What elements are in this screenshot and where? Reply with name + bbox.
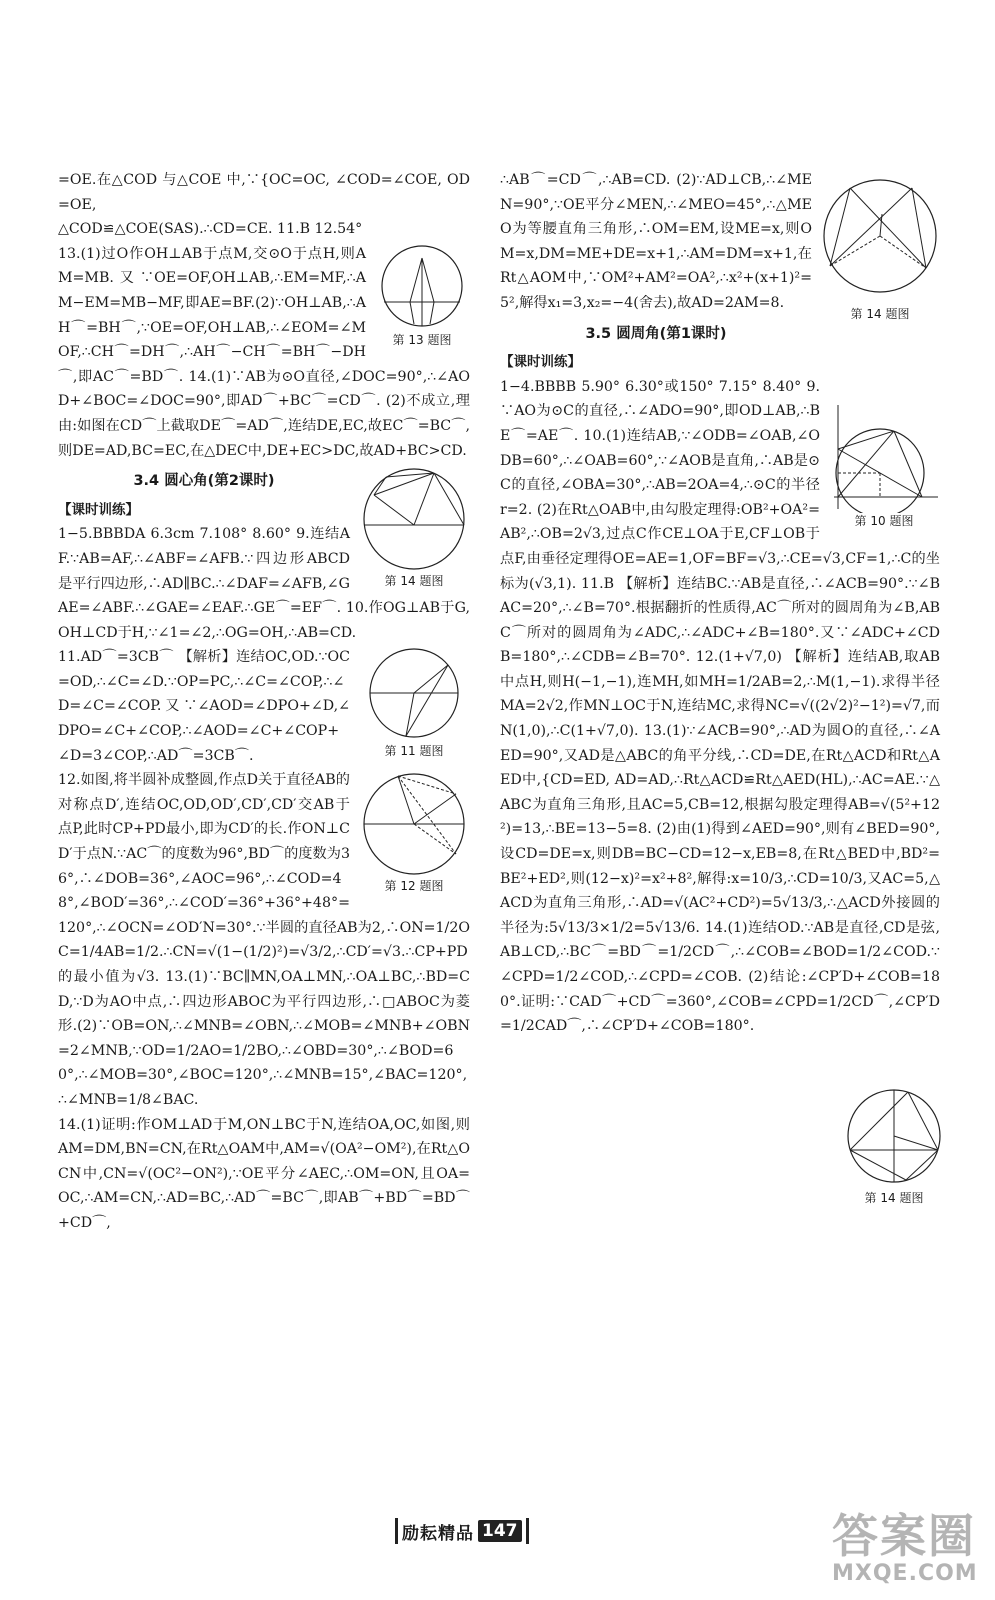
- figure-caption: 第 13 题图: [392, 332, 452, 347]
- answer-text: 11.AD⌒=3CB⌒ 【解析】连结OC,OD.∵OC=OD,∴∠C=∠D.∵OP=PC,∴∠C=∠COP,∴∠D=∠C=∠COP.又∵∠AOD=∠DPO+∠D,∠DPO=∠C+∠COP,∴∠AOD=∠C+∠COP+∠D=3∠COP,∴AD⌒=3CB⌒.: [58, 649, 350, 764]
- section-tag: 【课时训练】: [500, 354, 581, 371]
- section-heading: 3.4 圆心角(第2课时): [133, 473, 275, 490]
- figure-10: [828, 401, 940, 529]
- answer-text: ∴AB⌒=CD⌒,∴AB=CD. (2)∵AD⊥CB,∴∠MEN=90°,∵OE平分∠MEN,∴∠MEO=45°,∴△MEO为等腰直角三角形,∴OM=EM,设ME=x,则OM=x,DM=ME+DE=x+1,∴AM=DM=x+1,在Rt△AOM中,∵OM²+AM²=OA²,∴x²+(x+1)²=5²,解得x₁=3,x₂=−4(舍去),故AD=2AM=8.: [500, 172, 812, 311]
- answer-text: △COD≌△COE(SAS).∴CD=CE. 11.B 12.54°: [58, 221, 363, 238]
- figure-13: [374, 244, 470, 348]
- figure-11: [358, 647, 470, 759]
- figure-caption: 第 14 题图: [864, 1191, 924, 1205]
- figure-14-left: [358, 465, 470, 589]
- figure-caption: 第 14 题图: [384, 574, 444, 589]
- watermark-url: MXQE.COM: [832, 1561, 978, 1586]
- footer-brand: 励耘精品: [402, 1523, 474, 1544]
- left-column: [58, 168, 470, 1236]
- answer-text: 12.如图,将半圆补成整圆,作点D关于直径AB的对称点D′,连结OC,OD,OD′,CD′,CD′交AB于点P,此时CP+PD最小,即为CD′的长.作ON⊥CD′于点N.∵AC⌒的度数为96°,BD⌒的度数为36°,∴∠DOB=36°,∠AOC=96°,∴∠COD=48°,∠BOD′=36°,∴∠COD′=36°+36°+48°=120°,∴∠OCN=∠OD′N=30°.∵半圆的直径AB为2,∴ON=1/2OC=1/4AB=1/2.∴CN=√(1−(1/2)²)=√3/2,∴CD′=√3.∴CP+PD的最小值为√3. 13.(1)∵BC∥MN,OA⊥MN,∴OA⊥BC,∴BD=CD,∵D为AO中点,∴四边形ABOC为平行四边形,∴□ABOC为菱形.(2)∵OB=ON,∴∠MNB=∠OBN,∴∠MOB=∠MNB+∠OBN=2∠MNB,∵OD=1/2AO=1/2BO,∴∠OBD=30°,∴∠BOD=60°,∴∠MOB=30°,∠BOC=120°,∴∠MNB=15°,∠BAC=120°,∴∠MNB=1/8∠BAC.: [58, 772, 470, 1108]
- answer-text: 1−5.BBBDA 6.3cm 7.108° 8.60° 9.连结AF.∵AB=AF,∴∠ABF=∠AFB.∵四边形ABCD是平行四边形,∴AD∥BC.∴∠DAF=∠AFB,∠GAE=∠ABF.∴∠GAE=∠EAF.∴GE⌒=EF⌒. 10.作OG⊥AB于G,OH⊥CD于H,∵∠1=∠2,∴OG=OH,∴AB=CD.: [58, 526, 470, 641]
- answer-text: 14.(1)证明:作OM⊥AD于M,ON⊥BC于N,连结OA,OC,如图,则AM=DM,BN=CN,在Rt△OAM中,AM=√(OA²−OM²),在Rt△OCN中,CN=√(OC²−ON²),∵OE平分∠AEC,∴OM=ON,且OA=OC,∴AM=CN,∴AD=BC,∴AD⌒=BC⌒,即AB⌒+BD⌒=BD⌒+CD⌒,: [58, 1116, 470, 1231]
- footer-bar-right: [526, 1518, 529, 1544]
- figure-caption: 第 10 题图: [854, 513, 914, 528]
- right-column: [500, 168, 940, 1205]
- footer-bar-left: [395, 1518, 398, 1544]
- figure-caption: 第 11 题图: [384, 744, 444, 759]
- page-footer: [395, 1518, 529, 1544]
- figure-14-top-right: [820, 170, 940, 322]
- section-tag: 【课时训练】: [58, 501, 139, 518]
- answer-text: 13.(1)过O作OH⊥AB于点M,交⊙O于点H,则AM=MB.又∵OE=OF,OH⊥AB,∴EM=MF,∴AM−EM=MB−MF,即AE=BF.(2)∵OH⊥AB,∴AH⌒=BH⌒,∵OE=OF,OH⊥AB,∴∠EOM=∠MOF,∴CH⌒=DH⌒,∴AH⌒−CH⌒=BH⌒−DH⌒,即AC⌒=BD⌒. 14.(1)∵AB为⊙O直径,∠DOC=90°,∴∠AOD+∠BOC=∠DOC=90°,即AD⌒+BC⌒=CD⌒. (2)不成立,理由:如图在CD⌒上截取DE⌒=AD⌒,连结DE,EC,故EC⌒=BC⌒,则DE=AD,BC=EC,在△DEC中,DE+EC>DC,故AD+BC>CD.: [58, 245, 470, 459]
- answer-text: =OE.在△COD 与△COE 中,∵{OC=OC, ∠COD=∠COE, OD=OE,: [58, 172, 470, 213]
- answer-text: 1−4.BBBB 5.90° 6.30°或150° 7.15° 8.40° 9.∵AO为⊙C的直径,∴∠ADO=90°,即OD⊥AB,∴BE⌒=AE⌒. 10.(1)连结AB,∵∠ODB=∠OAB,∠ODB=60°,∴∠OAB=60°,∵∠AOB是直角,∴AB是⊙C的直径,∠OBA=30°,∴AB=2OA=4,∴⊙C的半径r=2. (2)在Rt△OAB中,由勾股定理得:OB²+OA²=AB²,∴OB=2√3,过点C作CE⊥OA于E,CF⊥OB于点F,由垂径定理得OE=AE=1,OF=BF=√3,∴CE=√3,CF=1,∴C的坐标为(√3,1). 11.B 【解析】连结BC.∵AB是直径,∴∠ACB=90°.∵∠BAC=20°,∴∠B=70°.根据翻折的性质得,AC⌒所对的圆周角为∠B,ABC⌒所对的圆周角为∠ADC,∴∠ADC+∠B=180°.又∵∠ADC+∠CDB=180°,∴∠CDB=∠B=70°. 12.(1+√7,0) 【解析】连结AB,取AB中点H,则H(−1,−1),连MH,如MH=1/2AB=2,∴M(1,−1).求得半径MA=2√2,作MN⊥OC于N,连结MC,求得NC=√((2√2)²−1²)=√7,而N(1,0),∴C(1+√7,0). 13.(1)∵∠ACB=90°,∴AD为圆O的直径,∴∠AED=90°,又AD是△ABC的角平分线,∴CD=DE,在Rt△ACD和Rt△AED中,{CD=ED, AD=AD,∴Rt△ACD≌Rt△AED(HL),∴AC=AE.∵△ABC为直角三角形,且AC=5,CB=12,根据勾股定理得AB=√(5²+12²)=13,∴BE=13−5=8. (2)由(1)得到∠AED=90°,则有∠BED=90°,设CD=DE=x,则DB=BC−CD=12−x,EB=8,在Rt△BED中,BD²=BE²+ED²,则(12−x)²=x²+8²,解得:x=10/3,∴CD=10/3,又AC=5,△ACD为直角三角形,∴AD=√(AC²+CD²)=5√13/3,∴△ACD外接圆的半径为:5√13/3×1/2=5√13/6. 14.(1)连结OD.∵AB是直径,CD是弦,AB⊥CD,∴BC⌒=BD⌒=1/2CD⌒,∴∠COB=∠BOD=1/2∠COD.∵∠CPD=1/2∠COD,∴∠CPD=∠COB. (2)结论:∠CP′D+∠COB=180°.证明:∵CAD⌒+CD⌒=360°,∠COB=∠CPD=1/2CD⌒,∠CP′D=1/2CAD⌒,∴∠CP′D+∠COB=180°.: [500, 378, 940, 1035]
- watermark-text: 答案圈: [832, 1509, 976, 1563]
- section-heading: 3.5 圆周角(第1课时): [585, 325, 727, 342]
- page-number: 147: [478, 1520, 522, 1542]
- watermark-logo: [832, 1510, 982, 1594]
- figure-14-bottom-right: [842, 1082, 946, 1206]
- figure-caption: 第 14 题图: [850, 307, 910, 321]
- figure-12: [358, 770, 470, 894]
- figure-caption: 第 12 题图: [384, 879, 444, 894]
